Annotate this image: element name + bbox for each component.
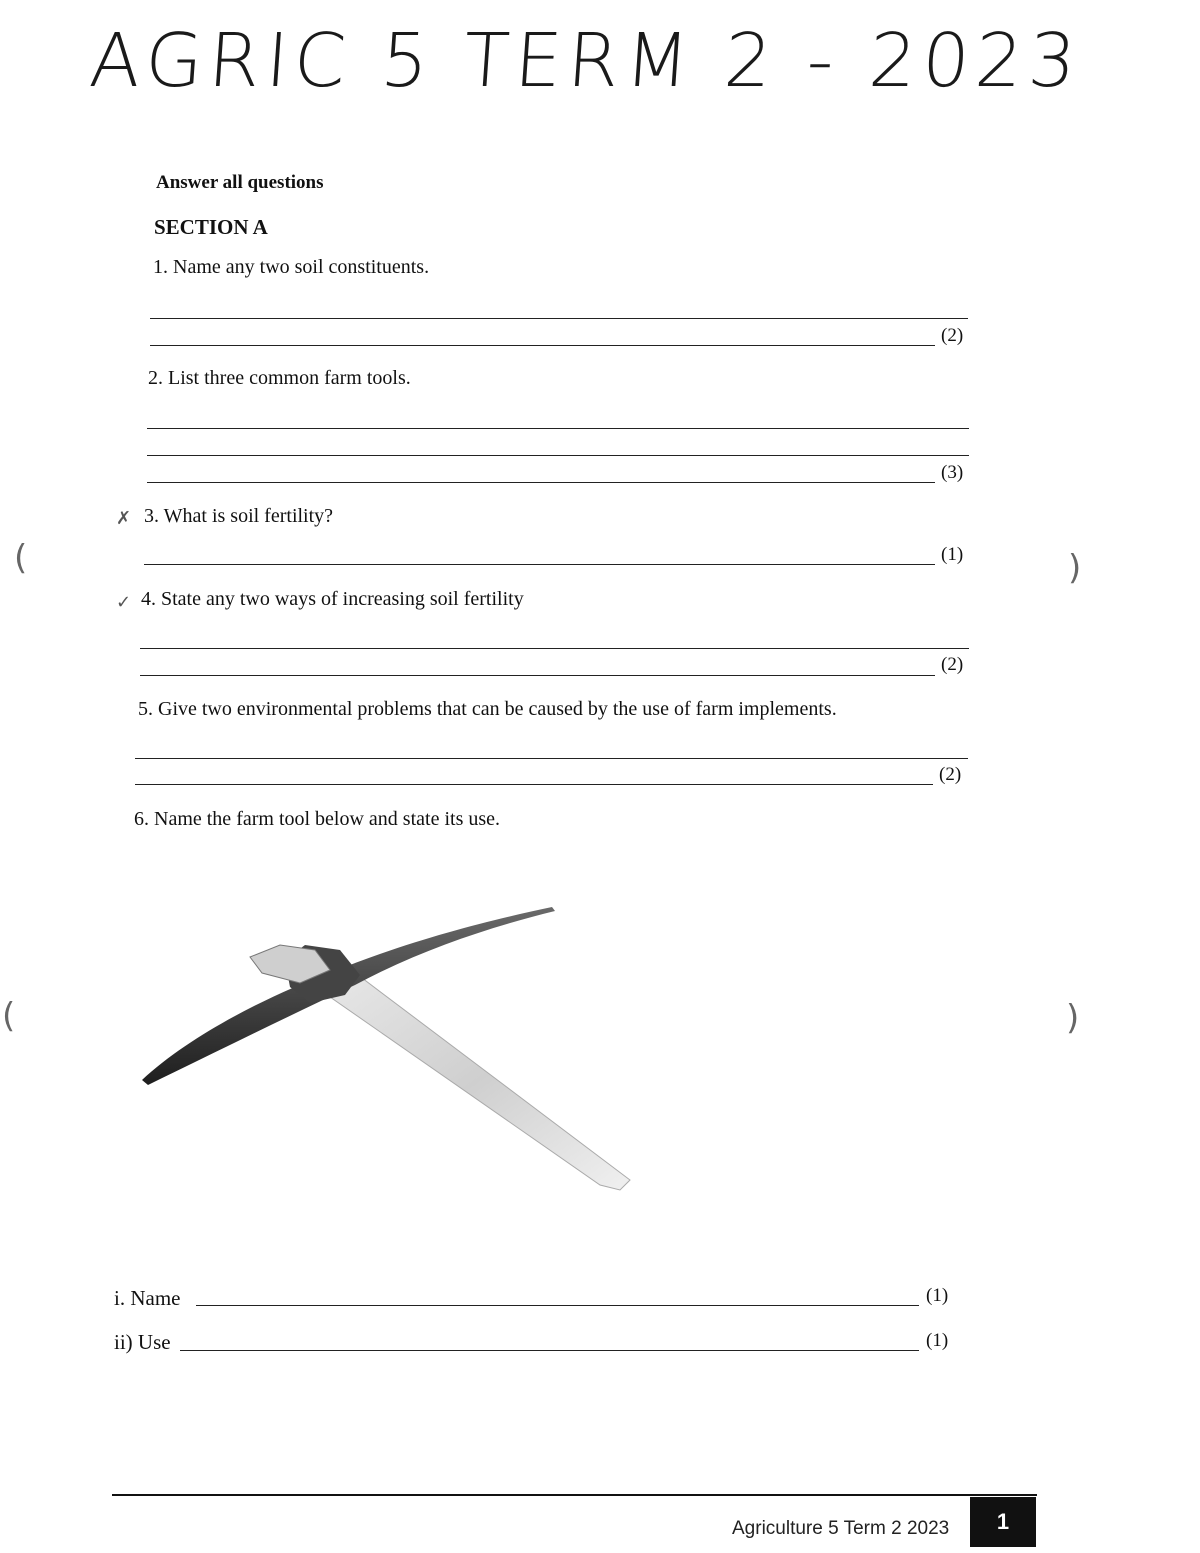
answer-line — [135, 758, 968, 759]
answer-line — [144, 564, 935, 565]
answer-line — [150, 318, 968, 319]
answer-line — [196, 1305, 919, 1306]
punch-hole-mark-icon: ) — [1068, 548, 1082, 588]
instructions: Answer all questions — [156, 172, 324, 193]
marks-label: (3) — [941, 462, 964, 483]
handwritten-title: AGRIC 5 TERM 2 - 2023 — [86, 18, 1085, 104]
answer-line — [140, 648, 969, 649]
marks-label: (1) — [926, 1330, 949, 1351]
question-5: 5. Give two environmental problems that can be caused by the use of farm implements. — [138, 698, 837, 720]
marks-label: (1) — [941, 544, 964, 565]
question-2: 2. List three common farm tools. — [148, 367, 411, 389]
answer-line — [150, 345, 935, 346]
question-6: 6. Name the farm tool below and state its use. — [134, 808, 501, 830]
punch-hole-mark-icon: ) — [1066, 998, 1080, 1038]
punch-hole-mark-icon: ( — [14, 538, 28, 578]
pickaxe-image — [130, 895, 650, 1205]
marks-label: (1) — [926, 1285, 949, 1306]
check-mark-icon: ✓ — [116, 592, 132, 613]
answer-use-label: ii) Use — [114, 1330, 171, 1354]
question-1: 1. Name any two soil constituents. — [153, 256, 430, 278]
answer-line — [147, 428, 969, 429]
marks-label: (2) — [939, 764, 962, 785]
question-3: 3. What is soil fertility? — [144, 505, 334, 527]
marks-label: (2) — [941, 654, 964, 675]
page-number: 1 — [970, 1497, 1036, 1547]
answer-line — [180, 1350, 919, 1351]
question-4: 4. State any two ways of increasing soil fertility — [141, 588, 524, 610]
footer-divider — [112, 1494, 1037, 1496]
section-title: SECTION A — [154, 215, 268, 239]
answer-line — [140, 675, 935, 676]
footer-text: Agriculture 5 Term 2 2023 — [732, 1518, 950, 1539]
answer-line — [147, 482, 935, 483]
punch-hole-mark-icon: ( — [2, 996, 16, 1036]
answer-name-label: i. Name — [114, 1286, 181, 1310]
check-mark-icon: ✗ — [116, 508, 132, 529]
answer-line — [135, 784, 933, 785]
answer-line — [147, 455, 969, 456]
marks-label: (2) — [941, 325, 964, 346]
